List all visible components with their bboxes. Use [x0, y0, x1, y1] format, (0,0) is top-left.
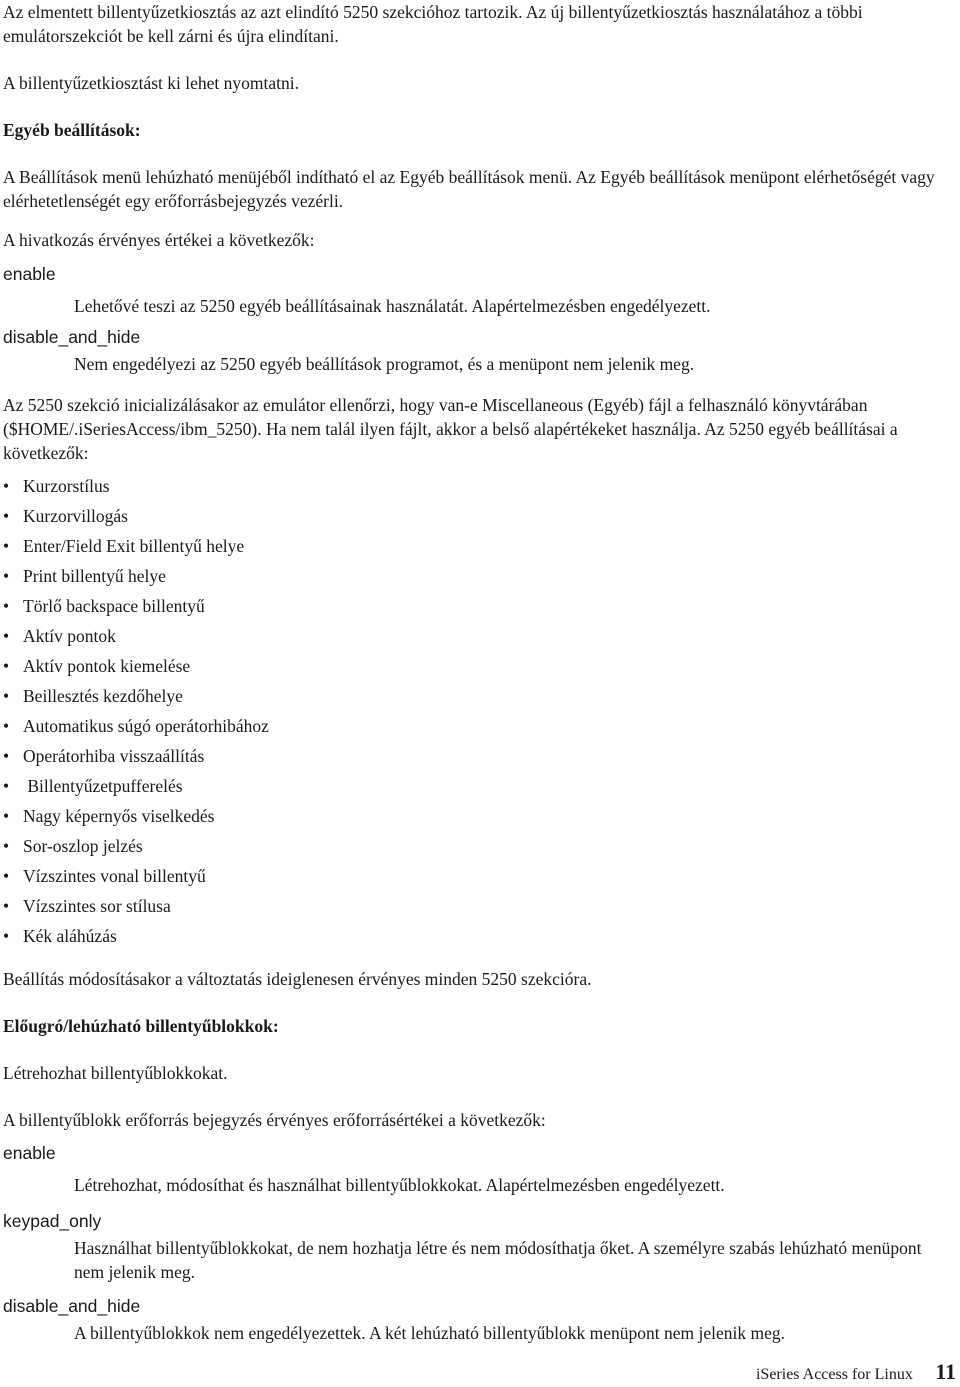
intro-paragraph-2: A billentyűzetkiosztást ki lehet nyomtatni.: [3, 73, 299, 93]
list-item: [3, 744, 953, 774]
list-item: [3, 504, 953, 534]
misc-settings-list: [3, 474, 953, 954]
page-number: 11: [935, 1359, 956, 1384]
list-item: [3, 834, 953, 864]
list-item-label: Beillesztés kezdőhelye: [23, 686, 183, 706]
keypad-heading: Előugró/lehúzható billentyűblokkok:: [3, 1016, 279, 1036]
bullet-icon: •: [3, 926, 10, 946]
term-disable-and-hide: disable_and_hide: [3, 327, 141, 347]
bullet-icon: •: [3, 896, 10, 916]
list-item: [3, 684, 953, 714]
list-item: [3, 894, 953, 924]
term-enable-definition: Létrehozhat, módosíthat és használhat billentyűblokkokat. Alapértelmezésben engedélyezett.: [74, 1175, 725, 1195]
list-item-label: Kék aláhúzás: [23, 926, 117, 946]
misc-paragraph-4: Beállítás módosításakor a változtatás ideiglenesen érvényes minden 5250 szekcióra.: [3, 969, 592, 989]
list-item-label: Billentyűzetpufferelés: [23, 776, 183, 796]
bullet-icon: •: [3, 716, 10, 736]
list-item-label: Aktív pontok: [23, 626, 116, 646]
bullet-icon: •: [3, 806, 10, 826]
list-item-label: Kurzorstílus: [23, 476, 110, 496]
list-item: [3, 624, 953, 654]
term-disable-and-hide: disable_and_hide: [3, 1296, 141, 1316]
misc-paragraph-2: A hivatkozás érvényes értékei a következők:: [3, 230, 315, 250]
term-disable-and-hide-definition: A billentyűblokkok nem engedélyezettek. A két lehúzható billentyűblokk menüpont nem jelenik meg.: [74, 1323, 786, 1343]
bullet-icon: •: [3, 506, 10, 526]
list-item-label: Vízszintes sor stílusa: [23, 896, 171, 916]
list-item-label: Aktív pontok kiemelése: [23, 656, 191, 676]
list-item: [3, 534, 953, 564]
term-keypad-only: keypad_only: [3, 1211, 102, 1231]
bullet-icon: •: [3, 596, 10, 616]
list-item: [3, 804, 953, 834]
term-keypad-only-definition: Használhat billentyűblokkokat, de nem hozhatja létre és nem módosíthatja őket. A személyre szabás lehúzható menüpont nem jelenik meg.: [74, 1238, 922, 1282]
list-item-label: Sor-oszlop jelzés: [23, 836, 143, 856]
list-item: [3, 864, 953, 894]
list-item-label: Vízszintes vonal billentyű: [23, 866, 206, 886]
bullet-icon: •: [3, 746, 10, 766]
document-page: [3, 0, 953, 1345]
bullet-icon: •: [3, 536, 10, 556]
list-item-label: Kurzorvillogás: [23, 506, 128, 526]
misc-paragraph-1: A Beállítások menü lehúzható menüjéből indítható el az Egyéb beállítások menü. Az Egyéb beállítások menüpont elérhetőségét vagy elérhetetlenségét egy erőforrásbejegyzés vezérli.: [3, 167, 935, 211]
bullet-icon: •: [3, 836, 10, 856]
list-item-label: Print billentyű helye: [23, 566, 166, 586]
list-item: [3, 654, 953, 684]
page-footer: [756, 1360, 956, 1387]
bullet-icon: •: [3, 626, 10, 646]
list-item-label: Automatikus súgó operátorhibához: [23, 716, 269, 736]
intro-paragraph-1: Az elmentett billentyűzetkiosztás az azt elindító 5250 szekcióhoz tartozik. Az új billentyűzetkiosztás használatához a többi emulátorszekciót be kell zárni és újra elindítani.: [3, 2, 863, 46]
list-item: [3, 474, 953, 504]
list-item: [3, 924, 953, 954]
list-item-label: Nagy képernyős viselkedés: [23, 806, 215, 826]
bullet-icon: •: [3, 476, 10, 496]
term-enable: enable: [3, 1143, 56, 1163]
bullet-icon: •: [3, 566, 10, 586]
term-disable-and-hide-definition: Nem engedélyezi az 5250 egyéb beállítások programot, és a menüpont nem jelenik meg.: [74, 354, 695, 374]
list-item-label: Operátorhiba visszaállítás: [23, 746, 205, 766]
keypad-paragraph-1: Létrehozhat billentyűblokkokat.: [3, 1063, 228, 1083]
list-item: [3, 564, 953, 594]
misc-paragraph-3: Az 5250 szekció inicializálásakor az emulátor ellenőrzi, hogy van-e Miscellaneous (Egyéb) fájl a felhasználó könyvtárában ($HOME/.iSeriesAccess/ibm_5250). Ha nem talál ilyen fájlt, akkor a belső alapértékeket használja. Az 5250 egyéb beállításai a következők:: [3, 395, 898, 463]
list-item: [3, 594, 953, 624]
keypad-paragraph-2: A billentyűblokk erőforrás bejegyzés érvényes erőforrásértékei a következők:: [3, 1110, 546, 1130]
list-item: [3, 774, 953, 804]
footer-title: iSeries Access for Linux: [755, 1366, 913, 1383]
bullet-icon: •: [3, 656, 10, 676]
list-item: [3, 714, 953, 744]
list-item-label: Enter/Field Exit billentyű helye: [23, 536, 245, 556]
term-enable: enable: [3, 264, 56, 284]
bullet-icon: •: [3, 686, 10, 706]
term-enable-definition: Lehetővé teszi az 5250 egyéb beállításainak használatát. Alapértelmezésben engedélyezett.: [74, 296, 711, 316]
bullet-icon: •: [3, 866, 10, 886]
misc-heading: Egyéb beállítások:: [3, 120, 141, 140]
bullet-icon: •: [3, 776, 10, 796]
list-item-label: Törlő backspace billentyű: [23, 596, 205, 616]
